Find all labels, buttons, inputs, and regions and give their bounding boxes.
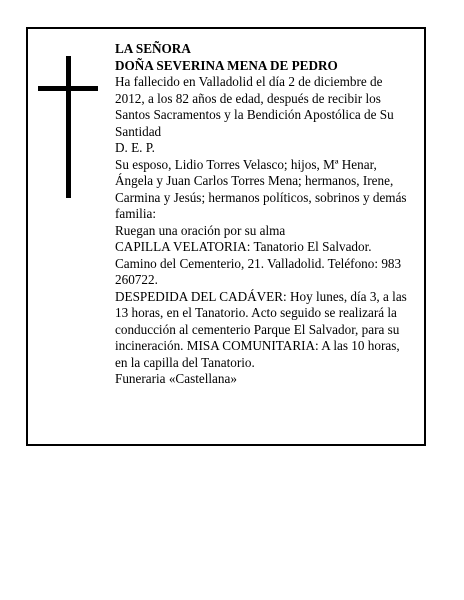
cross-icon xyxy=(38,56,98,198)
cross-vertical-bar xyxy=(66,56,71,198)
chapel-info: CAPILLA VELATORIA: Tanatorio El Salvador. Camino del Cementerio, 21. Valladolid. Teléfono: 983 260722. xyxy=(115,239,402,287)
notice-title: LA SEÑORA xyxy=(115,41,191,56)
notice-text xyxy=(115,41,415,388)
funeral-home: Funeraria «Castellana» xyxy=(115,371,237,386)
rip-line: D. E. P. xyxy=(115,140,155,155)
prayer-request: Ruegan una oración por su alma xyxy=(115,222,286,238)
death-announcement: Ha fallecido en Valladolid el día 2 de diciembre de 2012, a los 82 años de edad, después de recibir los Santos Sacramentos y la Bendición Apostólica de Su Santidad xyxy=(115,74,394,139)
deceased-name: DOÑA SEVERINA MENA DE PEDRO xyxy=(115,57,338,73)
obituary-notice xyxy=(26,27,426,446)
family-list: Su esposo, Lidio Torres Velasco; hijos, Mª Henar, Ángela y Juan Carlos Torres Mena; hermanos, Irene, Carmina y Jesús; hermanos políticos, sobrinos y demás familia: xyxy=(115,156,407,221)
cross-horizontal-bar xyxy=(38,86,98,91)
farewell-info: DESPEDIDA DEL CADÁVER: Hoy lunes, día 3, a las 13 horas, en el Tanatorio. Acto seguido se realizará la conducción al cementerio Parque El Salvador, para su incineración. MISA COMUNITARIA: A las 10 horas, en la capilla del Tanatorio. xyxy=(115,288,407,370)
